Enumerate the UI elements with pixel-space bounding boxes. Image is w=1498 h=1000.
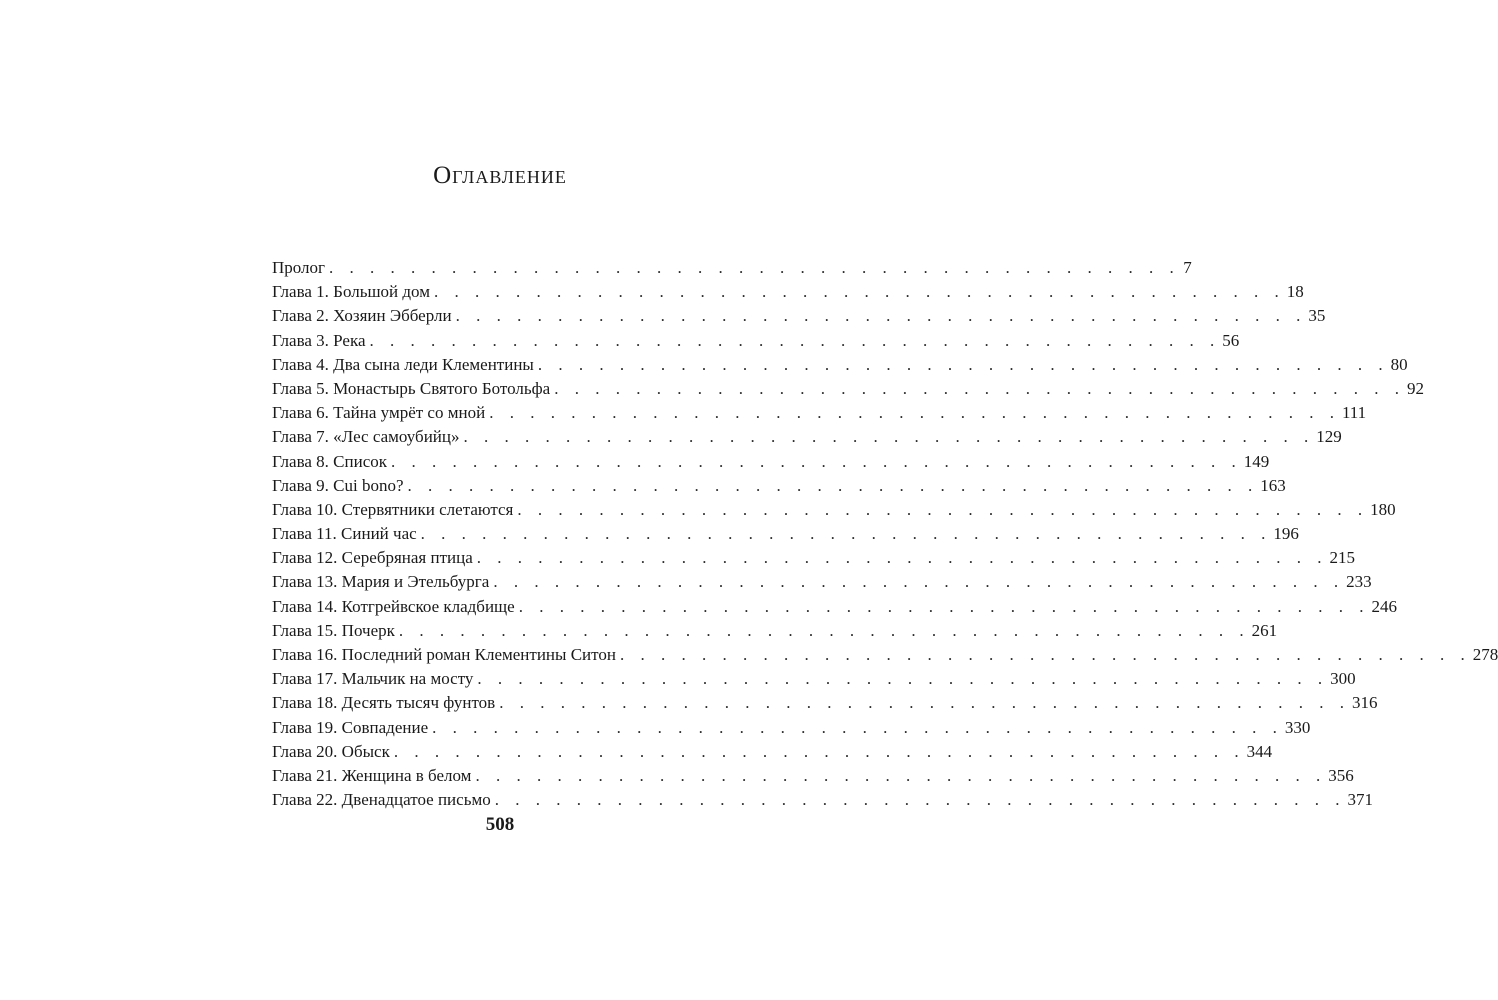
toc-entry [272,450,1270,474]
toc-entry-label: Глава 3. Река [272,330,366,350]
toc-entry [272,353,1408,377]
toc-entry-page: 196 [1273,524,1299,544]
toc-entry-label: Глава 10. Стервятники слетаются [272,499,514,519]
toc-entry-label: Глава 13. Мария и Этельбурга [272,572,490,592]
toc-entry [272,570,1372,594]
toc-entry-leader-dots: . . . . . . . . . . . . . . . . . . . . . . . . . . . . . . . . . . . . . . . . . . [477,669,1329,689]
toc-entry-page: 129 [1316,427,1342,447]
toc-entry-leader-dots: . . . . . . . . . . . . . . . . . . . . . . . . . . . . . . . . . . . . . . . . . . [476,548,1328,568]
toc-entry-page: 35 [1308,306,1326,326]
toc-entry [272,716,1311,740]
toc-entry-label: Глава 19. Совпадение [272,717,429,737]
toc-entry [272,667,1356,691]
toc-entry-page: 371 [1347,790,1373,810]
page-number: 508 [485,814,515,835]
toc-entry-page: 149 [1243,451,1270,471]
toc-entry-leader-dots: . . . . . . . . . . . . . . . . . . . . . . . . . . . . . . . . . . . . . . . . . . [517,499,1369,519]
toc-entry-leader-dots: . . . . . . . . . . . . . . . . . . . . . . . . . . . . . . . . . . . . . . . . . . [619,645,1471,664]
toc-entry-leader-dots: . . . . . . . . . . . . . . . . . . . . . . . . . . . . . . . . . . . . . . . . . . [554,378,1405,398]
toc-entry-leader-dots: . . . . . . . . . . . . . . . . . . . . . . . . . . . . . . . . . . . . . . . . . . [391,451,1242,471]
toc-entry [272,740,1273,764]
toc-entry-page: 163 [1260,475,1286,495]
toc-entry-label: Глава 21. Женщина в белом [272,765,472,785]
toc-entry-leader-dots: . . . . . . . . . . . . . . . . . . . . . . . . . . . . . . . . . . . . . . . . . . [329,258,1180,277]
toc-entry-label: Глава 1. Большой дом [272,282,430,302]
toc-entry [272,304,1326,328]
toc-entry-label: Глава 22. Двенадцатое письмо [272,790,491,810]
toc-entry-page: 233 [1346,572,1372,592]
toc-entry-label: Глава 16. Последний роман Клементины Ситон [272,645,616,664]
toc-entry [272,643,1498,667]
toc-entry-page: 246 [1371,596,1397,616]
toc-entry-page: 18 [1286,282,1304,302]
toc-title: Оглавление [433,162,567,189]
toc-entry-label: Глава 5. Монастырь Святого Ботольфа [272,378,551,398]
toc-entry-label: Глава 18. Десять тысяч фунтов [272,693,496,713]
toc-entry-leader-dots: . . . . . . . . . . . . . . . . . . . . . . . . . . . . . . . . . . . . . . . . . . [499,693,1350,713]
toc-entry-leader-dots: . . . . . . . . . . . . . . . . . . . . . . . . . . . . . . . . . . . . . . . . . . [518,596,1370,616]
toc-entry-label: Глава 17. Мальчик на мосту [272,669,474,689]
toc-entry-label: Глава 2. Хозяин Эбберли [272,306,452,326]
toc-entry-page: 300 [1330,669,1356,689]
toc-entry-leader-dots: . . . . . . . . . . . . . . . . . . . . . . . . . . . . . . . . . . . . . . . . . . [475,765,1327,785]
toc-entry [272,474,1286,498]
toc-entry [272,546,1356,570]
toc-entry [272,522,1299,546]
toc-entry [272,498,1396,522]
toc-entry [272,691,1378,715]
toc-entry-leader-dots: . . . . . . . . . . . . . . . . . . . . . . . . . . . . . . . . . . . . . . . . . . [463,427,1315,447]
toc-entry-label: Глава 7. «Лес самоубийц» [272,427,460,447]
toc-entry-page: 278 [1472,645,1498,664]
toc-entry-leader-dots: . . . . . . . . . . . . . . . . . . . . . . . . . . . . . . . . . . . . . . . . . . [393,741,1245,761]
toc-entry-label: Глава 6. Тайна умрёт со мной [272,403,486,423]
toc-entry-page: 7 [1183,258,1192,277]
toc-entry-leader-dots: . . . . . . . . . . . . . . . . . . . . . . . . . . . . . . . . . . . . . . . . . . [537,354,1389,374]
toc-entry [272,595,1397,619]
toc-entry-leader-dots: . . . . . . . . . . . . . . . . . . . . . . . . . . . . . . . . . . . . . . . . . . [398,620,1250,640]
toc-entry [272,329,1240,353]
toc-entry-leader-dots: . . . . . . . . . . . . . . . . . . . . . . . . . . . . . . . . . . . . . . . . . . [433,282,1285,302]
toc-entry-leader-dots: . . . . . . . . . . . . . . . . . . . . . . . . . . . . . . . . . . . . . . . . . . [369,330,1221,350]
toc-entry [272,377,1424,401]
toc-entry [272,764,1354,788]
toc-entry-page: 92 [1406,378,1424,398]
toc-entry [272,425,1342,449]
toc-entry-page: 111 [1341,403,1367,423]
toc-entry-label: Глава 12. Серебряная птица [272,548,473,568]
toc-entry-label: Глава 14. Котгрейвское кладбище [272,596,515,616]
toc-entry [272,619,1278,643]
toc-entry-label: Глава 9. Cui bono? [272,475,404,495]
toc-entry-label: Глава 11. Синий час [272,524,417,544]
toc-entry [272,256,1192,280]
toc-entry-page: 261 [1251,620,1278,640]
toc-entry-label: Пролог [272,258,326,277]
toc-entry-leader-dots: . . . . . . . . . . . . . . . . . . . . . . . . . . . . . . . . . . . . . . . . . . [455,306,1307,326]
toc-entry [272,788,1373,812]
toc-entry-leader-dots: . . . . . . . . . . . . . . . . . . . . . . . . . . . . . . . . . . . . . . . . . . [494,790,1346,810]
toc-entry-label: Глава 15. Почерк [272,620,395,640]
toc-entry [272,280,1304,304]
toc-entry-leader-dots: . . . . . . . . . . . . . . . . . . . . . . . . . . . . . . . . . . . . . . . . . . [407,475,1259,495]
toc-entry-page: 80 [1390,354,1408,374]
toc-entry-leader-dots: . . . . . . . . . . . . . . . . . . . . . . . . . . . . . . . . . . . . . . . . . . [432,717,1283,737]
toc-entry-label: Глава 4. Два сына леди Клементины [272,354,534,374]
toc-entry-label: Глава 8. Список [272,451,388,471]
toc-entry-page: 330 [1284,717,1311,737]
toc-entry-page: 180 [1370,499,1396,519]
toc-entry-page: 316 [1351,693,1378,713]
toc-entry-label: Глава 20. Обыск [272,741,390,761]
toc-entry [272,401,1367,425]
toc-entry-page: 344 [1246,741,1273,761]
toc-entry-page: 215 [1329,548,1356,568]
toc-entry-leader-dots: . . . . . . . . . . . . . . . . . . . . . . . . . . . . . . . . . . . . . . . . . . [493,572,1345,592]
toc-entry-leader-dots: . . . . . . . . . . . . . . . . . . . . . . . . . . . . . . . . . . . . . . . . . . [489,403,1340,423]
toc-entry-page: 356 [1328,765,1354,785]
toc-entry-leader-dots: . . . . . . . . . . . . . . . . . . . . . . . . . . . . . . . . . . . . . . . . . . [420,524,1272,544]
toc-list [272,256,1498,812]
toc-entry-page: 56 [1222,330,1240,350]
